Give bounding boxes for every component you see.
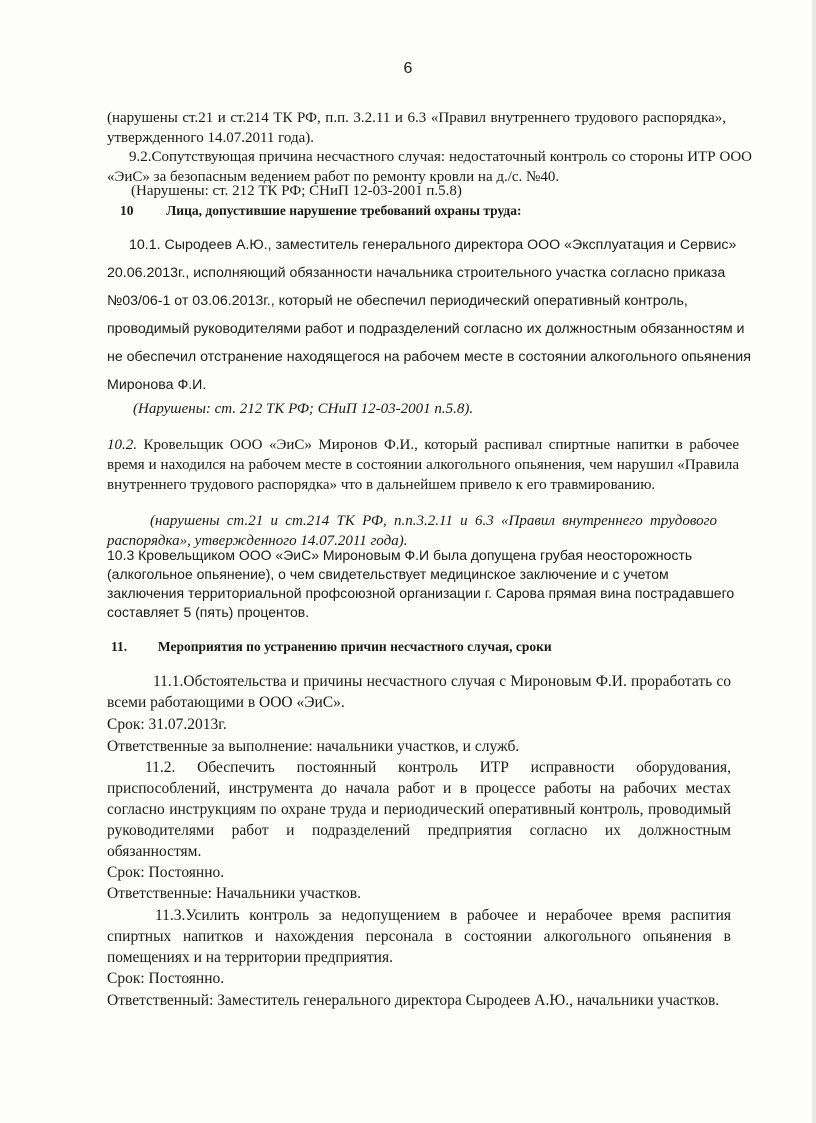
responsible-11-3 <box>107 990 731 1011</box>
responsible-person-1-text: 10.1. Сыродеев А.Ю., заместитель генерального директора ООО «Эксплуатация и Сервис» 20.06.2013г., исполняющий обязанности начальника строительного участка согласно приказа №03/06-1 от 03.06.2013г., который не обеспечил периодический оперативный контроль, проводимый руководителями работ и подразделений согласно их должностным обязанностям и не обеспечил отстранение находящегося на рабочем месте в состоянии алкогольного опьянения Миронова Ф.И. <box>107 237 751 393</box>
measure-11-1-text: 11.1.Обстоятельства и причины несчастного случая с Мироновым Ф.И. проработать со всеми работающими в ООО «ЭиС». <box>107 673 731 711</box>
violation-note-2 <box>131 181 731 201</box>
term-11-2 <box>107 862 707 883</box>
paragraph-10-2-number: 10.2. <box>107 437 137 453</box>
section-10-heading <box>120 201 720 221</box>
paragraph-10-1 <box>107 231 759 399</box>
measure-11-3-responsible: Ответственный: Заместитель генерального директора Сыродеев А.Ю., начальники участков. <box>107 992 720 1009</box>
section-11-heading <box>111 637 731 657</box>
paragraph-10-3-number: 10.3 <box>107 547 135 563</box>
violation-snip-note: (Нарушены: ст. 212 ТК РФ; СНиП 12-03-2001 п.5.8) <box>131 183 462 199</box>
section-10-title: Лица, допустившие нарушение требований охраны труда: <box>166 203 522 218</box>
page-number: 6 <box>403 60 413 77</box>
paragraph-10-2 <box>107 435 739 495</box>
measure-11-3-text: 11.3.Усилить контроль за недопущением в рабочее и нерабочее время распития спиртных напитков и нахождения персонала в состоянии алкогольного опьянения в помещениях и на территории предприятия. <box>107 907 731 966</box>
responsible-11-1 <box>107 736 707 757</box>
measure-11-2-responsible: Ответственные: Начальники участков. <box>107 885 361 902</box>
paragraph-violation-rules: (нарушены ст.21 и ст.214 ТК РФ, п.п. 3.2.11 и 6.3 «Правил внутреннего трудового распорядка», утвержденного 14.07.2011 года). <box>107 110 726 146</box>
section-11-title: Мероприятия по устранению причин несчастного случая, сроки <box>157 639 552 654</box>
victim-fault-text: Кровельщиком ООО «ЭиС» Мироновым Ф.И была допущена грубая неосторожность (алкогольное опьянение), о чем свидетельствует медицинское заключение и с учетом заключения территориальной профсоюзной организации г. Сарова прямая вина пострадавшего составляет 5 (пять) процентов. <box>107 547 735 620</box>
paragraph-10-1-note <box>133 399 733 419</box>
section-11-number: 11. <box>111 639 128 654</box>
paragraph-11-2 <box>107 757 731 862</box>
measure-11-2-text: 11.2. Обеспечить постоянный контроль ИТР исправности оборудования, приспособлений, инструмента до начала работ и в процессе работы на рабочих местах согласно инструкциям по охране труда и периодический оперативный контроль, проводимый руководителями работ и подразделений предприятия согласно их должностным обязанностям. <box>107 759 731 860</box>
responsible-person-2-text: Кровельщик ООО «ЭиС» Миронов Ф.И., который распивал спиртные напитки в рабочее время и находился на рабочем месте в состоянии алкогольного опьянения, чем нарушил «Правила внутреннего трудового распорядка» что в дальнейшем привело к его травмированию. <box>107 437 739 493</box>
paragraph-10-2-note <box>107 511 717 551</box>
measure-11-3-term: Срок: Постоянно. <box>107 970 225 987</box>
paragraph-10-3 <box>107 546 737 622</box>
measure-11-1-term: Срок: 31.07.2013г. <box>107 716 227 733</box>
violation-note-10-2: (нарушены ст.21 и ст.214 ТК РФ, п.п.3.2.11 и 6.3 «Правил внутреннего трудового распорядка», утвержденного 14.07.2011 года). <box>107 513 717 549</box>
scan-edge-shadow <box>812 0 816 1123</box>
concomitant-cause-text: 9.2.Сопутствующая причина несчастного случая: недостаточный контроль со стороны ИТР ООО «ЭиС» за безопасным ведением работ по ремонту кровли на д./с. №40. <box>107 149 752 185</box>
measure-11-1-responsible: Ответственные за выполнение: начальники участков, и служб. <box>107 738 520 755</box>
term-11-3 <box>107 968 707 989</box>
term-11-1 <box>107 714 707 735</box>
section-10-number: 10 <box>120 203 134 218</box>
measure-11-2-term: Срок: Постоянно. <box>107 864 225 881</box>
violation-note-1 <box>107 108 726 148</box>
paragraph-11-3 <box>107 905 731 968</box>
paragraph-11-1 <box>107 671 731 713</box>
violation-note-10-1: (Нарушены: ст. 212 ТК РФ; СНиП 12-03-2001 п.5.8). <box>133 401 474 417</box>
responsible-11-2 <box>107 883 707 904</box>
